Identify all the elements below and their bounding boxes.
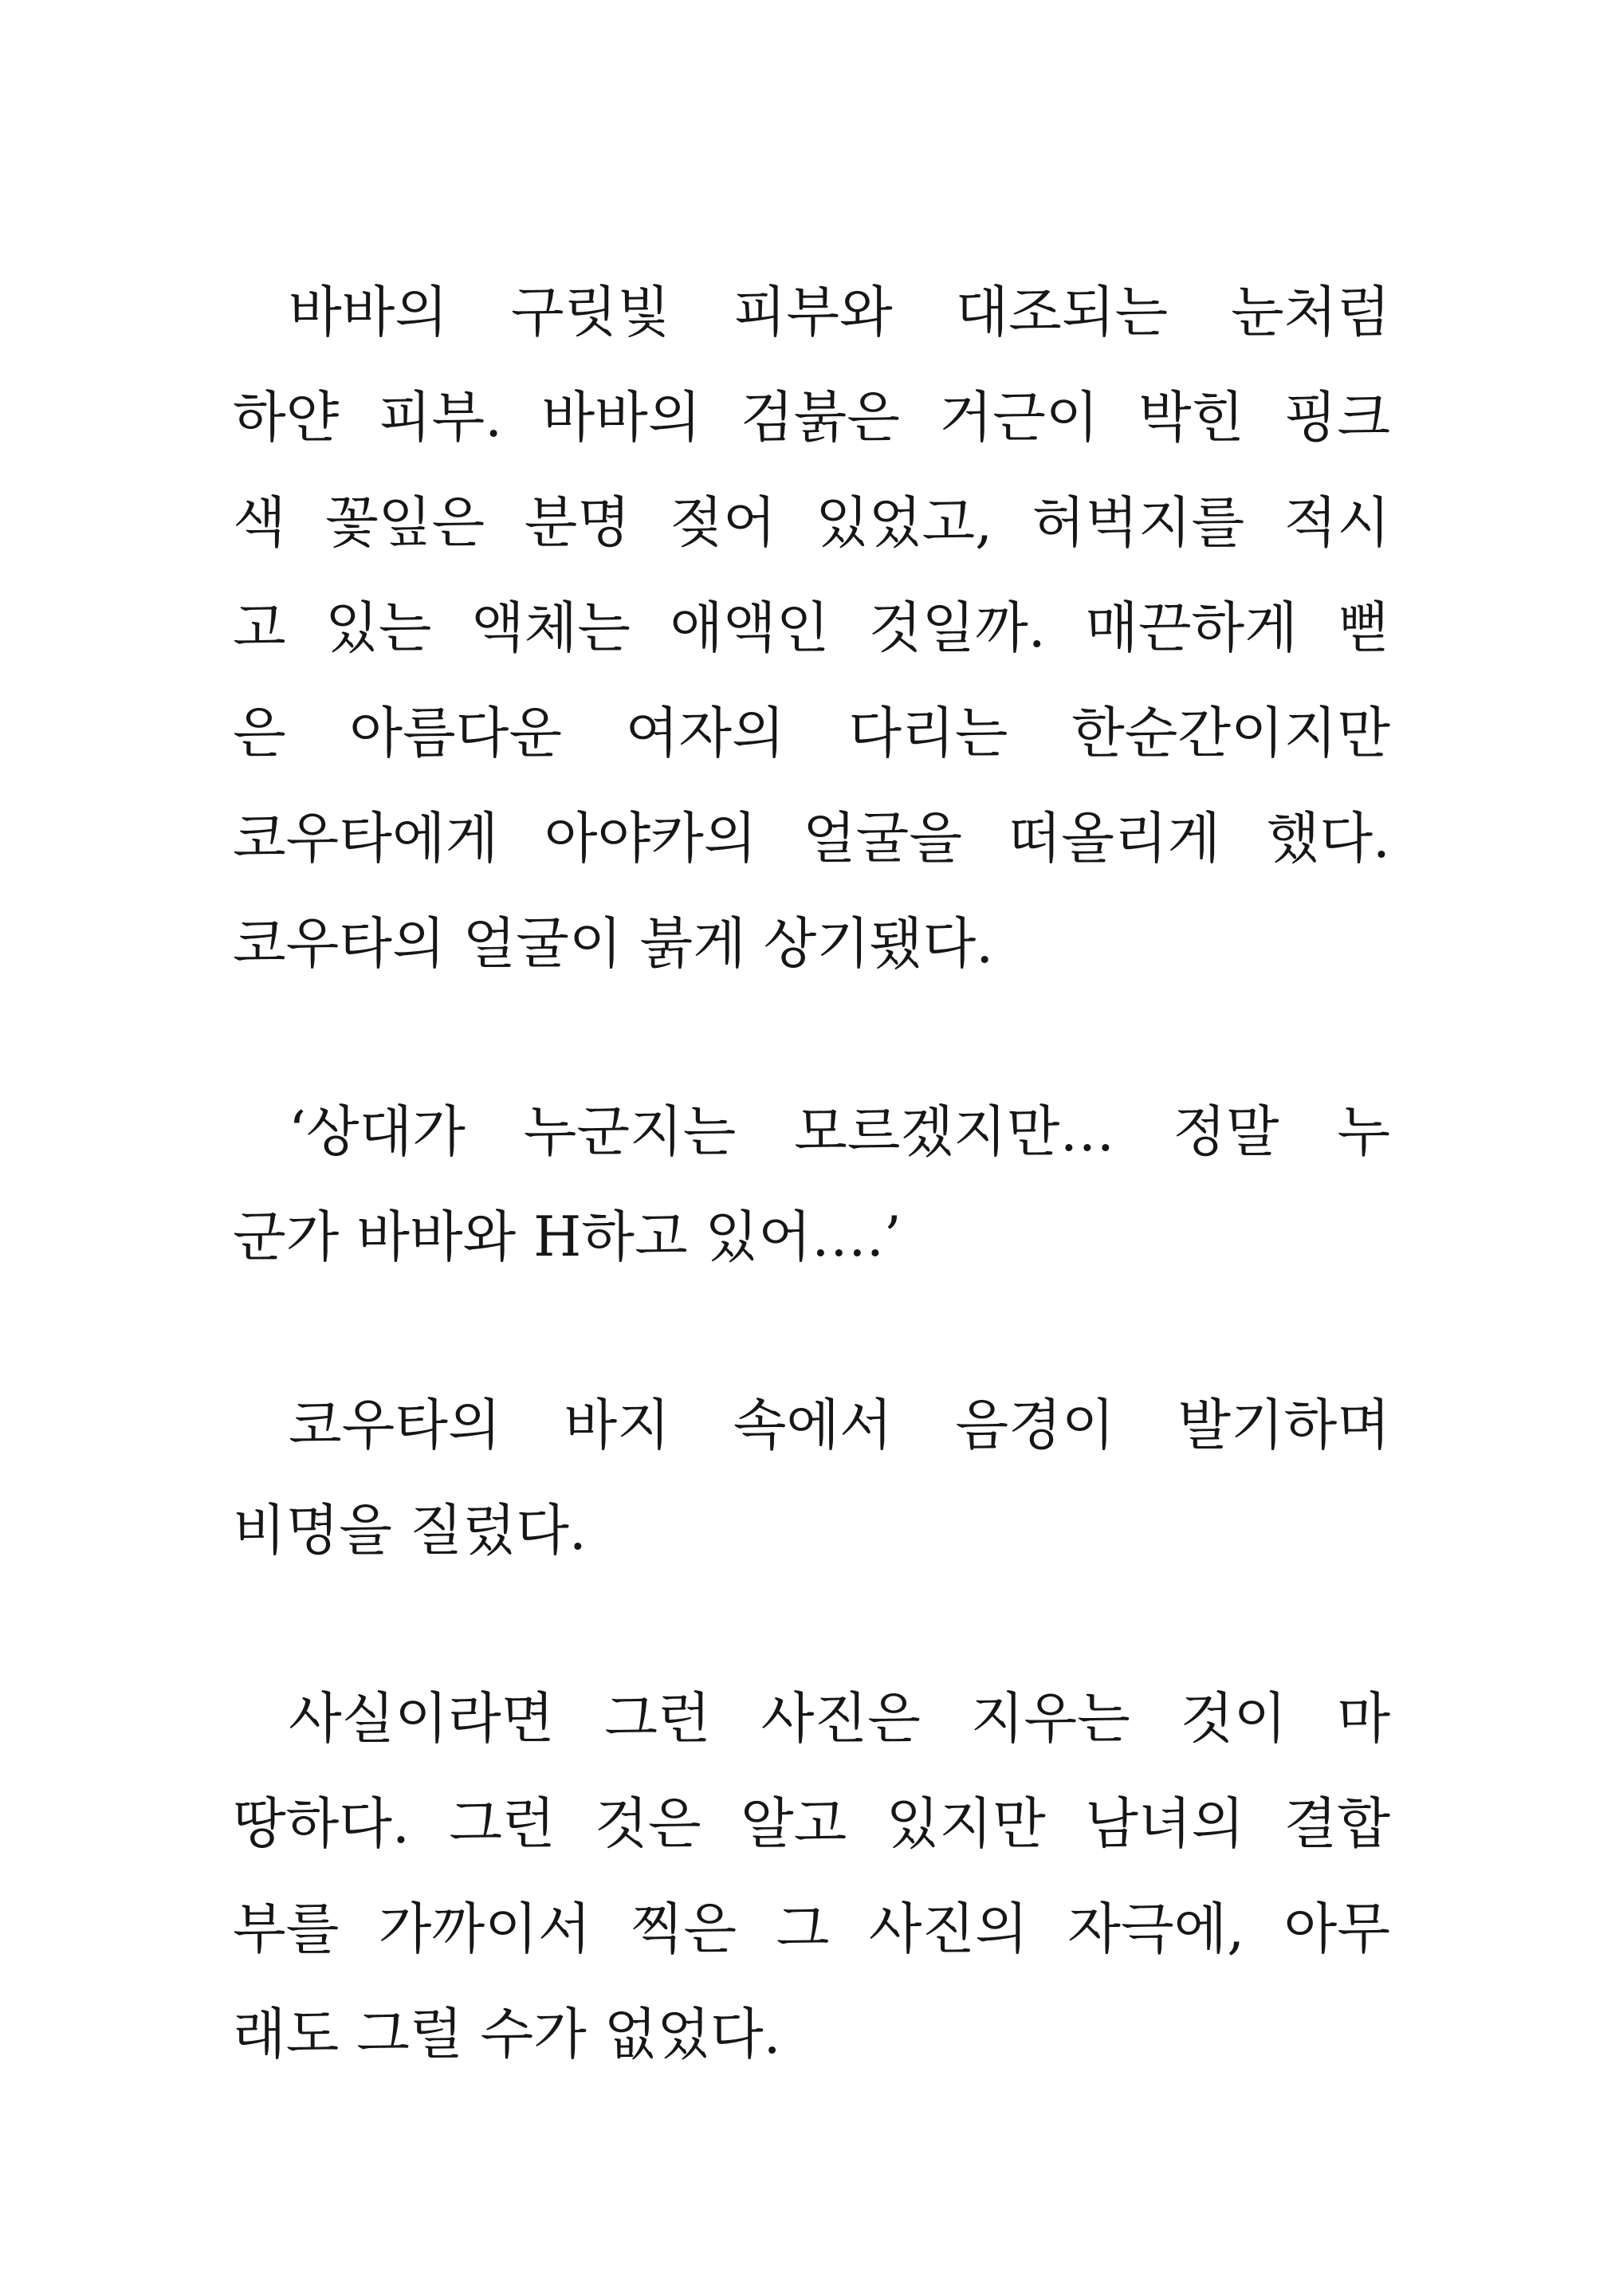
text-line: 땅하다. 그런 것은 알고 있지만 남녀의 결합	[233, 1792, 1390, 1856]
text-line: 고 있는 액체는 애액인 것일까. 매끈하게 뻗	[233, 596, 1390, 660]
text-line: 군가 바바와 H하고 있어….’	[233, 1205, 902, 1269]
paragraph	[233, 1381, 1390, 1591]
text-line: 하얀 피부. 바바의 검붉은 거근이 박힌 핑크	[233, 386, 1390, 450]
paragraph-gap	[233, 1005, 1390, 1087]
text-line: 비명을 질렀다.	[233, 1499, 587, 1563]
text-line: 코우타의 바지 속에서 음경이 발기하며	[289, 1394, 1390, 1457]
paragraph	[233, 1087, 1390, 1298]
text-line: ‘상대가 누군지는 모르겠지만… 정말 누	[289, 1100, 1390, 1164]
paragraph-gap	[233, 1591, 1390, 1674]
text-body	[233, 268, 1390, 2095]
text-line: 색 꽃잎은 분명 젖어 있었고, 허벅지를 적시	[233, 491, 1390, 555]
text-line: 사실이라면 그런 사진은 지우는 것이 마	[289, 1687, 1390, 1751]
paragraph	[233, 1674, 1390, 2095]
paragraph-gap	[233, 1298, 1390, 1381]
text-line: 래도 그럴 수가 없었다.	[233, 2003, 781, 2066]
text-line: 바바의 구릿빛 피부와 대조되는 눈처럼	[289, 281, 1390, 344]
paragraph	[233, 268, 1390, 1005]
text-line: 부를 가까이서 찍은 그 사진의 자극에, 아무	[233, 1897, 1390, 1961]
text-line: 코우타에게 아야카의 얼굴을 떠올리게 했다.	[233, 807, 1390, 871]
text-line: 은 아름다운 여자의 다리는 한순간이지만	[233, 702, 1390, 765]
text-line: 코우타의 얼굴이 붉게 상기됐다.	[233, 912, 994, 976]
